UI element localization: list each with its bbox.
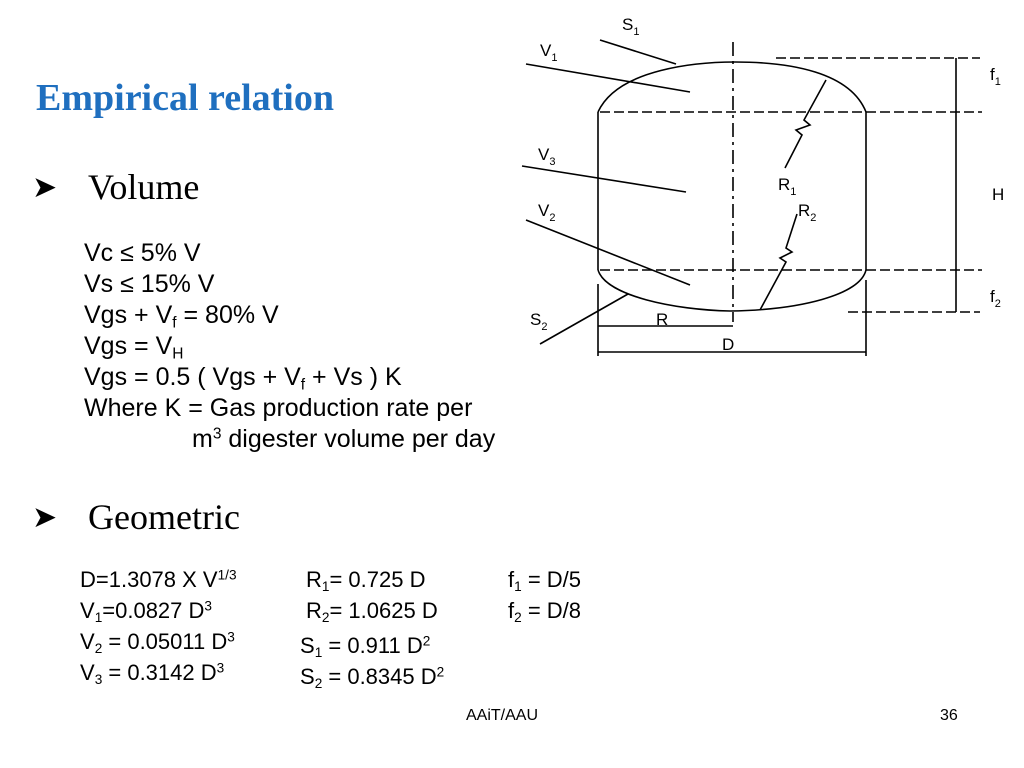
label-d: D: [722, 335, 735, 354]
label-r1: $R_1$: [778, 175, 797, 198]
bullet-volume-label: Volume: [88, 167, 200, 207]
relation-v3: $V_3 = 0.3142$ $D^3$: [80, 660, 225, 688]
leader-v2: [526, 220, 690, 285]
relation-r1: $R_1= 0.725$ D: [306, 567, 426, 595]
leader-s2: [540, 294, 628, 344]
relation-vgs-vf: Vgs + $V_f = 80\%$ V: [84, 301, 279, 332]
label-v3: $V_3$: [538, 145, 556, 168]
label-f1: $f_1$: [990, 65, 1001, 88]
label-r: R: [656, 310, 669, 329]
label-s2: $S_2$: [530, 310, 548, 333]
label-v2: $V_2$: [538, 201, 556, 224]
label-f2: $f_2$: [990, 287, 1001, 310]
leader-v1: [526, 64, 690, 92]
relation-s2: $S_2 = 0.8345$ $D^2$: [300, 664, 445, 692]
relation-vc: Vc ≤ 5% V: [84, 239, 201, 267]
relation-k-definition-cont: $m^3$ digester volume per day: [192, 425, 496, 453]
label-r2: $R_2$: [798, 201, 817, 224]
relation-vgs-k: Vgs = 0.5 ( Vgs + $V_f + Vs$ ) K: [84, 363, 402, 394]
arrowhead-bullet-icon: ➤: [32, 500, 58, 534]
bullet-geometric-label: Geometric: [88, 497, 240, 537]
arrowhead-bullet-icon: ➤: [32, 170, 58, 204]
relation-vgs-vh: Vgs = $V_H$: [84, 332, 184, 363]
relation-s1: $S_1 = 0.911$ $D^2$: [300, 633, 431, 661]
radius-r1-line: [785, 80, 826, 168]
digester-top-dome: [598, 62, 866, 112]
label-v1: $V_1$: [540, 41, 558, 64]
relation-f2: $f_2 = D/8$: [508, 598, 582, 626]
page-number: 36: [940, 707, 958, 724]
relation-v1: $V_1=0.0827$ $D^3$: [80, 598, 212, 626]
relation-k-definition: Where K = Gas production rate per: [84, 394, 473, 422]
label-s1: $S_1$: [622, 15, 640, 38]
relation-f1: $f_1 = D/5$: [508, 567, 582, 595]
relation-r2: $R_2= 1.0625$ D: [306, 598, 438, 626]
relation-d: D=1.3078 X $V^{1/3}$: [80, 567, 237, 592]
radius-r2-line: [760, 214, 797, 310]
relation-v2: $V_2 = 0.05011$ $D^3$: [80, 629, 235, 657]
footer-center: AAiT/AAU: [466, 707, 539, 724]
leader-v3: [522, 166, 686, 192]
leader-s1: [600, 40, 676, 64]
relation-vs: Vs ≤ 15% V: [84, 270, 215, 298]
label-h: H: [992, 185, 1005, 204]
slide-title: Empirical relation: [36, 77, 334, 119]
digester-bottom-dish: [598, 270, 866, 311]
